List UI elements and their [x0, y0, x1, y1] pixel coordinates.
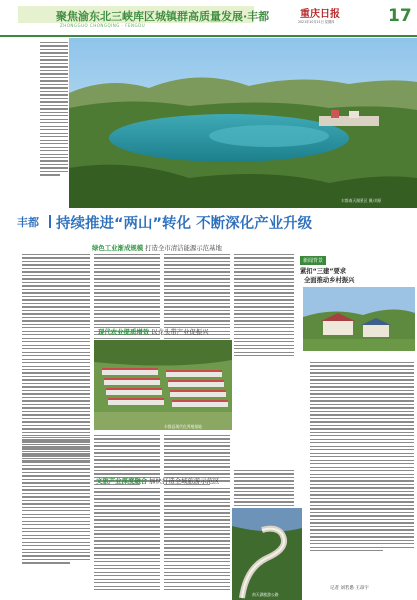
farm-photo-caption: 丰都县现代化养殖基地: [164, 424, 202, 429]
section-2-rest: 以龙头带产业促振兴: [149, 328, 209, 336]
headline-divider: [49, 215, 51, 228]
section-1-rest: 打造全市清洁能源示范基地: [143, 244, 222, 252]
sidebar-text-column: [310, 362, 414, 551]
section-heading-3: [96, 476, 219, 485]
body-column-4: [234, 254, 294, 356]
logo-meta: 2021年10月21日 星期四: [298, 20, 335, 24]
body-column-3-bottom: [164, 488, 230, 590]
header-title: 聚焦渝东北三峡库区城镇群高质量发展·丰都: [56, 10, 270, 23]
intro-text-column: [40, 42, 68, 176]
road-photo-caption: 南天湖旅游公路: [252, 592, 279, 597]
body-column-1: [22, 254, 90, 461]
header-rule: [0, 35, 417, 37]
section-heading-2: [98, 327, 209, 336]
body-column-1-lower: [22, 437, 90, 564]
sidebar-title-line1: 紧扣“三建”要求: [300, 268, 347, 275]
headline-tag: 丰都: [17, 216, 39, 229]
sidebar-photo: [303, 287, 415, 351]
main-headline: 持续推进“两山”转化 不断深化产业升级: [56, 216, 313, 232]
newspaper-logo: 重庆日报: [300, 9, 340, 20]
lake-photo-caption: 丰都南天湖景区 摄/刘原: [341, 198, 382, 203]
mountain-road-photo: [232, 508, 302, 600]
section-2-bold: 现代农业提质增效: [98, 328, 150, 336]
section-heading-1: [92, 243, 222, 252]
page-number: 17: [388, 6, 412, 26]
lake-landscape-photo: [69, 38, 417, 208]
sidebar-tag: 新闻背景: [300, 256, 326, 265]
header-subtitle: ZHONGGUO CHONGQING · FENGDU: [60, 23, 146, 28]
section-3-bold: 文旅产业深度融合: [96, 477, 148, 485]
farm-buildings-photo: [94, 340, 232, 430]
sidebar-title-line2: 全面推动乡村振兴: [304, 277, 355, 284]
body-column-2-bottom: [94, 488, 160, 590]
section-1-bold: 绿色工业渐成规模: [92, 244, 144, 252]
byline: 记者 刘若愚 王昂宇: [330, 586, 369, 591]
section-3-rest: 加快打造全域旅游示范区: [147, 477, 220, 485]
